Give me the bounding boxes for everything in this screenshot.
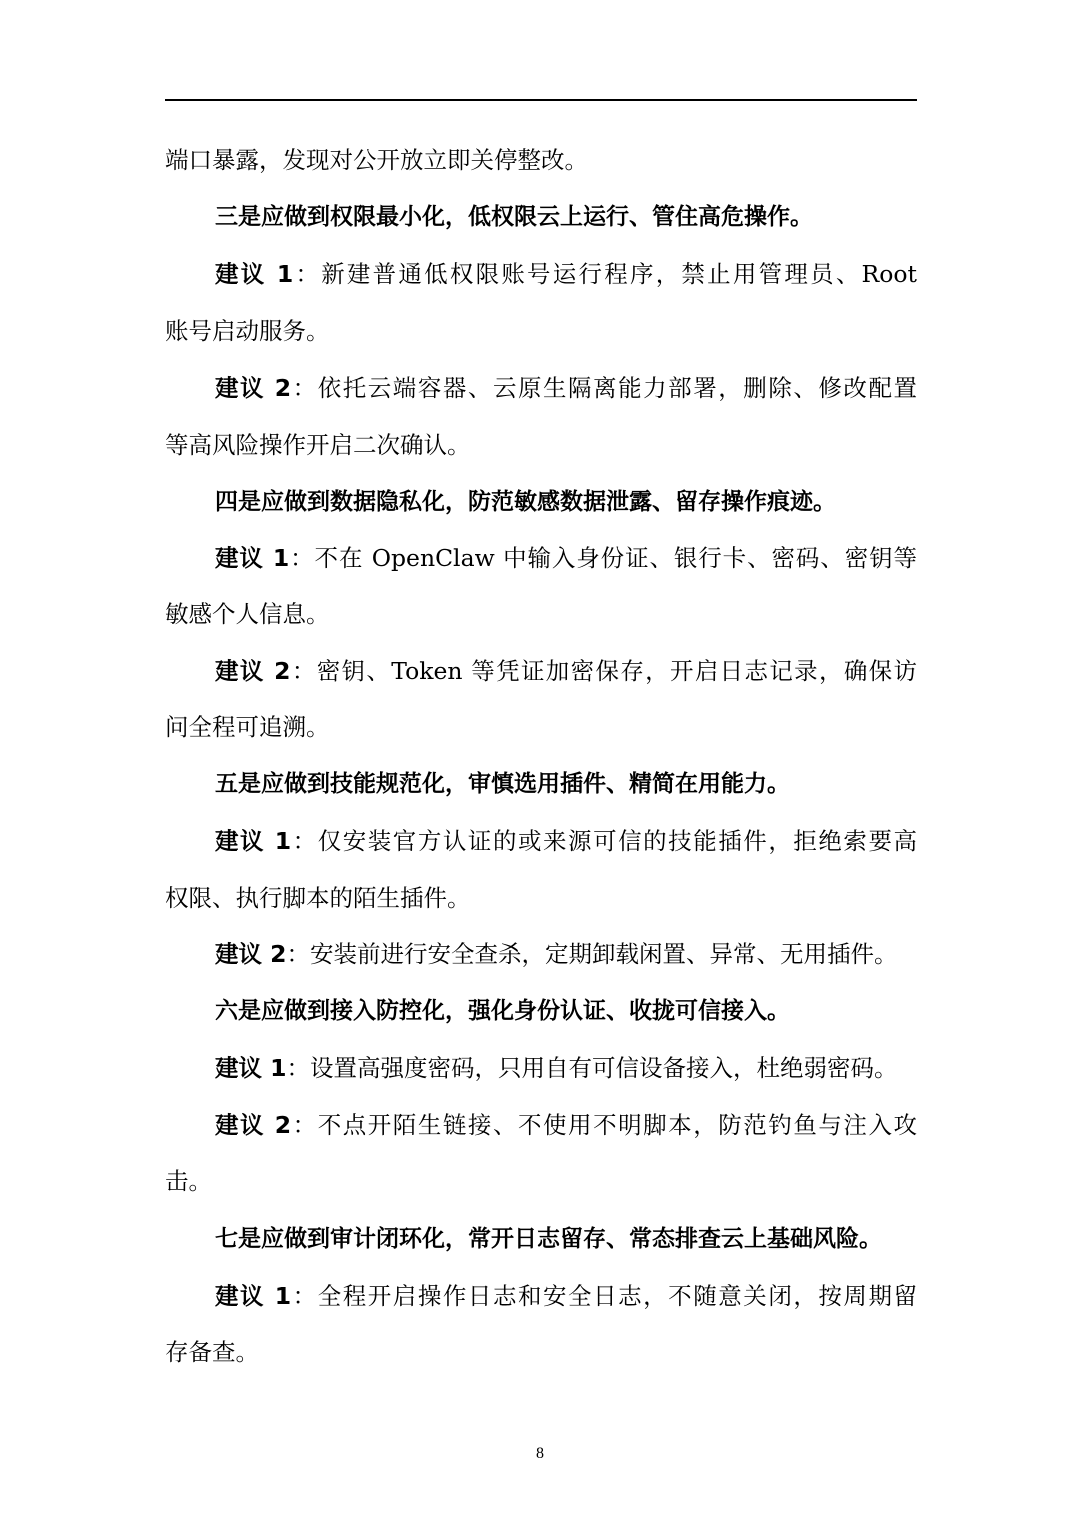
- section-heading-3: 三是应做到权限最小化，低权限云上运行、管住高危操作。: [215, 204, 813, 230]
- paragraph-line: 问全程可追溯。: [165, 713, 330, 741]
- paragraph-line: 存备查。: [165, 1338, 259, 1366]
- suggestion-label: 建议 1: [215, 1054, 287, 1082]
- suggestion-3-1: 建议 1：新建普通低权限账号运行程序，禁止用管理员、Root: [215, 260, 917, 288]
- suggestion-label: 建议 2: [215, 657, 291, 685]
- suggestion-label: 建议 2: [215, 940, 287, 968]
- suggestion-label: 建议 1: [215, 544, 290, 572]
- suggestion-label: 建议 2: [215, 374, 292, 402]
- paragraph-line: 击。: [165, 1167, 212, 1195]
- section-heading-6: 六是应做到接入防控化，强化身份认证、收拢可信接入。: [215, 998, 790, 1024]
- paragraph-line: 账号启动服务。: [165, 317, 330, 345]
- header-rule: [165, 99, 917, 101]
- section-heading-7: 七是应做到审计闭环化，常开日志留存、常态排查云上基础风险。: [215, 1226, 882, 1252]
- paragraph-line: 敏感个人信息。: [165, 600, 330, 628]
- suggestion-6-2: 建议 2：不点开陌生链接、不使用不明脚本，防范钓鱼与注入攻: [215, 1111, 917, 1139]
- suggestion-label: 建议 1: [215, 1282, 292, 1310]
- suggestion-5-2: 建议 2：安装前进行安全查杀，定期卸载闲置、异常、无用插件。: [215, 940, 898, 968]
- paragraph-line: 权限、执行脚本的陌生插件。: [165, 884, 471, 912]
- suggestion-label: 建议 1: [215, 260, 294, 288]
- suggestion-label: 建议 1: [215, 827, 292, 855]
- page-number: 8: [536, 1445, 544, 1462]
- paragraph-line: 等高风险操作开启二次确认。: [165, 431, 471, 459]
- section-heading-4: 四是应做到数据隐私化，防范敏感数据泄露、留存操作痕迹。: [215, 489, 836, 515]
- suggestion-label: 建议 2: [215, 1111, 292, 1139]
- suggestion-4-2: 建议 2：密钥、Token 等凭证加密保存，开启日志记录，确保访: [215, 657, 917, 685]
- paragraph-line: 端口暴露，发现对公开放立即关停整改。: [165, 146, 588, 174]
- suggestion-3-2: 建议 2：依托云端容器、云原生隔离能力部署，删除、修改配置: [215, 374, 917, 402]
- section-heading-5: 五是应做到技能规范化，审慎选用插件、精简在用能力。: [215, 771, 790, 797]
- suggestion-7-1: 建议 1：全程开启操作日志和安全日志，不随意关闭，按周期留: [215, 1282, 917, 1310]
- suggestion-4-1: 建议 1：不在 OpenClaw 中输入身份证、银行卡、密码、密钥等: [215, 544, 917, 572]
- suggestion-5-1: 建议 1：仅安装官方认证的或来源可信的技能插件，拒绝索要高: [215, 827, 917, 855]
- suggestion-6-1: 建议 1：设置高强度密码，只用自有可信设备接入，杜绝弱密码。: [215, 1054, 898, 1082]
